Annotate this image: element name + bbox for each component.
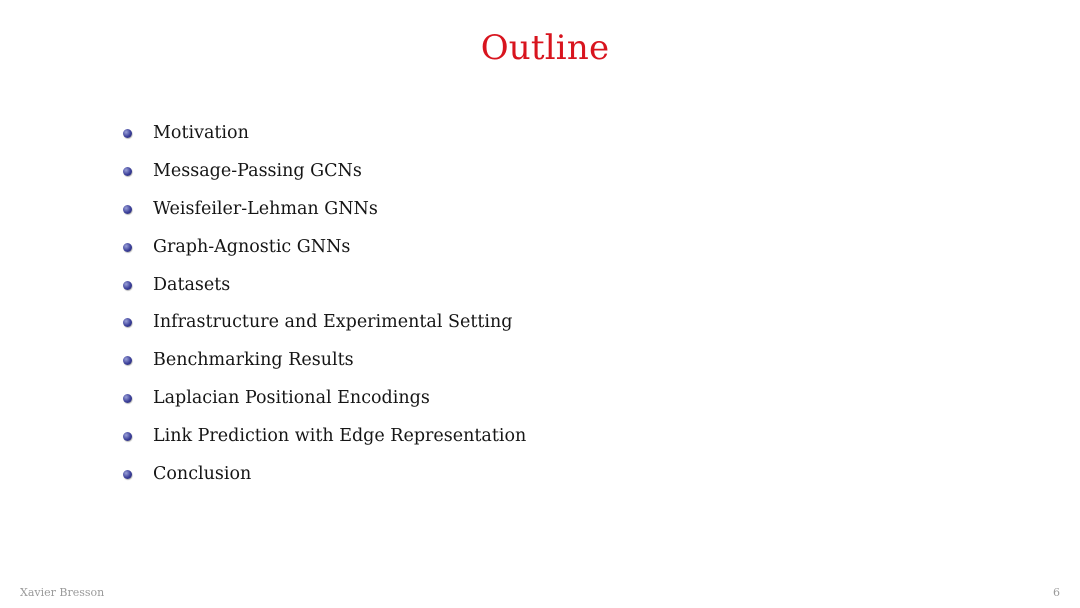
ball-bullet-icon	[123, 129, 132, 138]
ball-bullet-icon	[123, 205, 132, 214]
ball-bullet-icon	[123, 167, 132, 176]
outline-item-label: Motivation	[153, 123, 249, 143]
ball-bullet-icon	[123, 318, 132, 327]
ball-bullet-icon	[123, 281, 132, 290]
ball-bullet-icon	[123, 356, 132, 365]
outline-item-label: Weisfeiler-Lehman GNNs	[153, 198, 378, 219]
page-number: 6	[1053, 586, 1060, 599]
footer-author: Xavier Bresson	[20, 586, 105, 599]
ball-bullet-icon	[123, 243, 132, 252]
outline-item-label: Infrastructure and Experimental Setting	[153, 312, 513, 333]
outline-item-label: Benchmarking Results	[153, 350, 354, 371]
slide-title: Outline	[480, 28, 610, 68]
ball-bullet-icon	[123, 394, 132, 403]
outline-item-label: Message-Passing GCNs	[153, 160, 362, 181]
outline-item-label: Datasets	[153, 274, 231, 295]
outline-item-label: Conclusion	[153, 464, 252, 485]
ball-bullet-icon	[123, 470, 132, 479]
outline-item-label: Graph-Agnostic GNNs	[153, 236, 351, 257]
ball-bullet-icon	[123, 432, 132, 441]
outline-item-label: Link Prediction with Edge Representation	[153, 426, 527, 447]
outline-item-label: Laplacian Positional Encodings	[153, 388, 430, 409]
